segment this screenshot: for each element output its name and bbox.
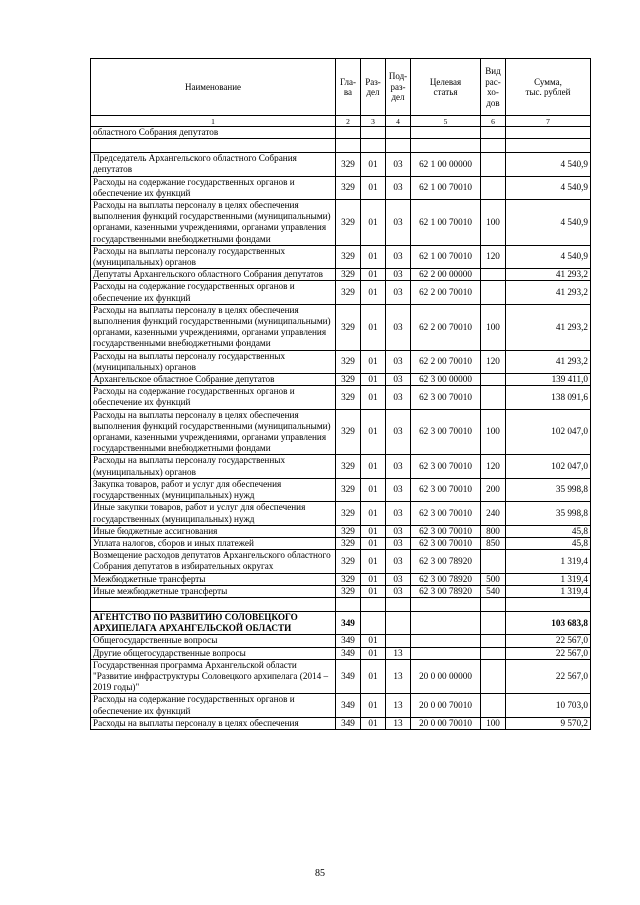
- cell-podrazdel: 03: [386, 525, 411, 537]
- cell-glava: 329: [336, 585, 361, 597]
- cell-summa: 41 293,2: [506, 350, 591, 373]
- cell-vid: [481, 635, 506, 647]
- table-row: [91, 176, 591, 199]
- cell-vid: [481, 659, 506, 694]
- cell-name: Расходы на выплаты персоналу в целях обеспечения выполнения функций государственными (муниципальными) органами, казенными учреждениями, органами управления государственными внебюджетными фондами: [91, 409, 336, 455]
- budget-table: [90, 58, 591, 730]
- cell-glava: 329: [336, 153, 361, 176]
- cell-glava: [336, 597, 361, 611]
- cell-vid: 100: [481, 409, 506, 455]
- cell-summa: 4 540,9: [506, 245, 591, 268]
- cell-podrazdel: [386, 139, 411, 153]
- cell-vid: [481, 153, 506, 176]
- cell-summa: 45,8: [506, 537, 591, 549]
- header-name: Наименование: [91, 59, 336, 116]
- cell-glava: 349: [336, 647, 361, 659]
- cell-podrazdel: 03: [386, 281, 411, 304]
- cell-name: Архангельское областное Собрание депутатов: [91, 374, 336, 386]
- table-row: [91, 647, 591, 659]
- cell-podrazdel: 03: [386, 153, 411, 176]
- cell-name: Расходы на выплаты персоналу государственных (муниципальных) органов: [91, 245, 336, 268]
- column-number: 3: [361, 116, 386, 127]
- cell-razdel: 01: [361, 647, 386, 659]
- cell-summa: 102 047,0: [506, 455, 591, 478]
- cell-name: Расходы на содержание государственных органов и обеспечение их функций: [91, 694, 336, 717]
- cell-glava: 329: [336, 573, 361, 585]
- cell-podrazdel: [386, 597, 411, 611]
- table-row: [91, 455, 591, 478]
- column-number-row: [91, 116, 591, 127]
- table-row: [91, 269, 591, 281]
- cell-vid: 120: [481, 350, 506, 373]
- cell-podrazdel: 03: [386, 573, 411, 585]
- cell-vid: 500: [481, 573, 506, 585]
- cell-vid: 100: [481, 717, 506, 729]
- column-number: 4: [386, 116, 411, 127]
- cell-vid: 800: [481, 525, 506, 537]
- cell-name: Расходы на выплаты персоналу в целях обеспечения выполнения функций государственными (муниципальными) органами, казенными учреждениями, органами управления государственными внебюджетными фондами: [91, 304, 336, 350]
- cell-statya: 62 2 00 00000: [411, 269, 481, 281]
- cell-name: Уплата налогов, сборов и иных платежей: [91, 537, 336, 549]
- table-body: [91, 127, 591, 730]
- cell-razdel: 01: [361, 153, 386, 176]
- cell-summa: 4 540,9: [506, 200, 591, 246]
- cell-podrazdel: 03: [386, 245, 411, 268]
- cell-name: Иные бюджетные ассигнования: [91, 525, 336, 537]
- cell-vid: [481, 647, 506, 659]
- header-glava: Гла- ва: [336, 59, 361, 116]
- cell-podrazdel: 13: [386, 717, 411, 729]
- cell-statya: 62 3 00 70010: [411, 525, 481, 537]
- column-number: 6: [481, 116, 506, 127]
- cell-vid: [481, 597, 506, 611]
- cell-podrazdel: 03: [386, 374, 411, 386]
- table-row: [91, 550, 591, 573]
- cell-summa: [506, 597, 591, 611]
- cell-glava: 329: [336, 176, 361, 199]
- table-row: [91, 478, 591, 501]
- cell-statya: [411, 139, 481, 153]
- table-row: [91, 304, 591, 350]
- cell-razdel: 01: [361, 350, 386, 373]
- cell-vid: 120: [481, 245, 506, 268]
- cell-summa: 22 567,0: [506, 659, 591, 694]
- cell-glava: [336, 139, 361, 153]
- cell-statya: 62 1 00 70010: [411, 200, 481, 246]
- cell-summa: 103 683,8: [506, 611, 591, 634]
- cell-summa: 138 091,6: [506, 386, 591, 409]
- cell-glava: 329: [336, 281, 361, 304]
- cell-razdel: 01: [361, 176, 386, 199]
- header-vid: Вид рас- хо- дов: [481, 59, 506, 116]
- cell-statya: [411, 647, 481, 659]
- cell-glava: 329: [336, 386, 361, 409]
- table-row: [91, 573, 591, 585]
- cell-vid: [481, 694, 506, 717]
- cell-razdel: 01: [361, 409, 386, 455]
- table-row: [91, 694, 591, 717]
- cell-podrazdel: 03: [386, 269, 411, 281]
- cell-summa: 1 319,4: [506, 585, 591, 597]
- cell-statya: 62 3 00 00000: [411, 374, 481, 386]
- cell-razdel: [361, 611, 386, 634]
- cell-statya: 62 2 00 70010: [411, 350, 481, 373]
- cell-podrazdel: 03: [386, 386, 411, 409]
- cell-statya: 62 3 00 70010: [411, 478, 481, 501]
- table-row: [91, 659, 591, 694]
- cell-vid: [481, 550, 506, 573]
- cell-name: Иные закупки товаров, работ и услуг для обеспечения государственных (муниципальных) нужд: [91, 502, 336, 525]
- cell-statya: 20 0 00 00000: [411, 659, 481, 694]
- cell-summa: [506, 127, 591, 139]
- cell-podrazdel: 13: [386, 659, 411, 694]
- cell-name: [91, 597, 336, 611]
- cell-glava: 329: [336, 350, 361, 373]
- cell-summa: 102 047,0: [506, 409, 591, 455]
- column-number: 1: [91, 116, 336, 127]
- cell-razdel: 01: [361, 455, 386, 478]
- table-row: [91, 717, 591, 729]
- cell-summa: [506, 139, 591, 153]
- cell-summa: 10 703,0: [506, 694, 591, 717]
- cell-razdel: 01: [361, 659, 386, 694]
- cell-glava: 349: [336, 717, 361, 729]
- cell-podrazdel: 03: [386, 478, 411, 501]
- table-row: [91, 200, 591, 246]
- cell-name: Расходы на выплаты персоналу в целях обеспечения выполнения функций государственными (муниципальными) органами, казенными учреждениями, органами управления государственными внебюджетными фондами: [91, 200, 336, 246]
- cell-glava: 329: [336, 304, 361, 350]
- table-row: [91, 585, 591, 597]
- cell-summa: 22 567,0: [506, 635, 591, 647]
- table-row: [91, 139, 591, 153]
- cell-podrazdel: [386, 127, 411, 139]
- cell-podrazdel: [386, 635, 411, 647]
- cell-podrazdel: 03: [386, 304, 411, 350]
- header-razdel: Раз- дел: [361, 59, 386, 116]
- cell-podrazdel: 03: [386, 455, 411, 478]
- cell-razdel: 01: [361, 717, 386, 729]
- cell-glava: 329: [336, 455, 361, 478]
- cell-statya: [411, 597, 481, 611]
- cell-podrazdel: 03: [386, 176, 411, 199]
- cell-name: Расходы на содержание государственных органов и обеспечение их функций: [91, 176, 336, 199]
- table-row: [91, 153, 591, 176]
- cell-name: Иные межбюджетные трансферты: [91, 585, 336, 597]
- cell-vid: [481, 269, 506, 281]
- cell-summa: 41 293,2: [506, 281, 591, 304]
- cell-razdel: [361, 597, 386, 611]
- table-row: [91, 537, 591, 549]
- cell-name: Возмещение расходов депутатов Архангельского областного Собрания депутатов в избирательных округах: [91, 550, 336, 573]
- cell-razdel: 01: [361, 635, 386, 647]
- cell-glava: 329: [336, 525, 361, 537]
- cell-podrazdel: 03: [386, 350, 411, 373]
- cell-podrazdel: 03: [386, 409, 411, 455]
- cell-podrazdel: 13: [386, 647, 411, 659]
- cell-name: Межбюджетные трансферты: [91, 573, 336, 585]
- cell-name: Расходы на выплаты персоналу государственных (муниципальных) органов: [91, 455, 336, 478]
- cell-name: Расходы на содержание государственных органов и обеспечение их функций: [91, 281, 336, 304]
- cell-vid: 540: [481, 585, 506, 597]
- column-number: 2: [336, 116, 361, 127]
- cell-statya: 62 2 00 70010: [411, 281, 481, 304]
- cell-glava: 349: [336, 694, 361, 717]
- cell-summa: 35 998,8: [506, 502, 591, 525]
- cell-razdel: 01: [361, 304, 386, 350]
- cell-name: Расходы на выплаты персоналу в целях обеспечения: [91, 717, 336, 729]
- cell-summa: 45,8: [506, 525, 591, 537]
- cell-glava: [336, 127, 361, 139]
- column-number: 5: [411, 116, 481, 127]
- cell-statya: 62 1 00 70010: [411, 176, 481, 199]
- cell-name: областного Собрания депутатов: [91, 127, 336, 139]
- cell-vid: 100: [481, 304, 506, 350]
- table-row: [91, 525, 591, 537]
- cell-summa: 1 319,4: [506, 550, 591, 573]
- cell-statya: 62 1 00 00000: [411, 153, 481, 176]
- cell-vid: 100: [481, 200, 506, 246]
- cell-razdel: 01: [361, 585, 386, 597]
- cell-summa: 9 570,2: [506, 717, 591, 729]
- cell-podrazdel: 03: [386, 585, 411, 597]
- cell-glava: 329: [336, 374, 361, 386]
- cell-podrazdel: 03: [386, 502, 411, 525]
- cell-podrazdel: 03: [386, 200, 411, 246]
- cell-razdel: 01: [361, 374, 386, 386]
- cell-glava: 349: [336, 659, 361, 694]
- cell-glava: 349: [336, 635, 361, 647]
- cell-glava: 329: [336, 478, 361, 501]
- table-row: [91, 386, 591, 409]
- cell-statya: 20 0 00 70010: [411, 694, 481, 717]
- header-summa: Сумма, тыс. рублей: [506, 59, 591, 116]
- cell-statya: 62 1 00 70010: [411, 245, 481, 268]
- cell-summa: 41 293,2: [506, 304, 591, 350]
- cell-glava: 329: [336, 245, 361, 268]
- cell-vid: [481, 127, 506, 139]
- cell-statya: 62 3 00 78920: [411, 573, 481, 585]
- cell-name: Закупка товаров, работ и услуг для обеспечения государственных (муниципальных) нужд: [91, 478, 336, 501]
- cell-glava: 329: [336, 409, 361, 455]
- header-podrazdel: Под- раз- дел: [386, 59, 411, 116]
- cell-name: Депутаты Архангельского областного Собрания депутатов: [91, 269, 336, 281]
- cell-razdel: 01: [361, 281, 386, 304]
- table-row: [91, 245, 591, 268]
- cell-razdel: 01: [361, 525, 386, 537]
- table-row: [91, 409, 591, 455]
- cell-glava: 329: [336, 537, 361, 549]
- cell-name: Общегосударственные вопросы: [91, 635, 336, 647]
- cell-razdel: 01: [361, 200, 386, 246]
- cell-name: Расходы на выплаты персоналу государственных (муниципальных) органов: [91, 350, 336, 373]
- cell-razdel: 01: [361, 478, 386, 501]
- cell-vid: [481, 176, 506, 199]
- cell-name: [91, 139, 336, 153]
- cell-statya: 62 2 00 70010: [411, 304, 481, 350]
- cell-summa: 22 567,0: [506, 647, 591, 659]
- cell-glava: 329: [336, 269, 361, 281]
- cell-glava: 329: [336, 200, 361, 246]
- cell-vid: 200: [481, 478, 506, 501]
- cell-vid: [481, 611, 506, 634]
- cell-razdel: [361, 127, 386, 139]
- cell-razdel: 01: [361, 245, 386, 268]
- cell-vid: [481, 374, 506, 386]
- cell-name: Председатель Архангельского областного Собрания депутатов: [91, 153, 336, 176]
- table-row: [91, 350, 591, 373]
- cell-statya: 62 3 00 70010: [411, 386, 481, 409]
- page-number: 85: [315, 868, 325, 879]
- table-row: [91, 597, 591, 611]
- cell-razdel: 01: [361, 502, 386, 525]
- table-row: [91, 635, 591, 647]
- cell-summa: 139 411,0: [506, 374, 591, 386]
- cell-statya: [411, 635, 481, 647]
- cell-vid: 120: [481, 455, 506, 478]
- cell-vid: [481, 281, 506, 304]
- cell-statya: 62 3 00 78920: [411, 585, 481, 597]
- cell-name: Государственная программа Архангельской области "Развитие инфраструктуры Соловецкого архипелага (2014 – 2019 годы)": [91, 659, 336, 694]
- cell-summa: 35 998,8: [506, 478, 591, 501]
- table-row: [91, 374, 591, 386]
- cell-podrazdel: [386, 611, 411, 634]
- cell-razdel: 01: [361, 386, 386, 409]
- cell-vid: [481, 386, 506, 409]
- cell-statya: [411, 127, 481, 139]
- table-row: [91, 127, 591, 139]
- cell-statya: 20 0 00 70010: [411, 717, 481, 729]
- cell-statya: 62 3 00 70010: [411, 409, 481, 455]
- cell-podrazdel: 13: [386, 694, 411, 717]
- cell-vid: 240: [481, 502, 506, 525]
- table-row: [91, 611, 591, 634]
- cell-summa: 1 319,4: [506, 573, 591, 585]
- cell-name: Расходы на содержание государственных органов и обеспечение их функций: [91, 386, 336, 409]
- cell-razdel: 01: [361, 269, 386, 281]
- column-number: 7: [506, 116, 591, 127]
- cell-razdel: 01: [361, 537, 386, 549]
- cell-name: Другие общегосударственные вопросы: [91, 647, 336, 659]
- cell-statya: 62 3 00 70010: [411, 502, 481, 525]
- cell-summa: 4 540,9: [506, 176, 591, 199]
- cell-razdel: 01: [361, 550, 386, 573]
- cell-name: АГЕНТСТВО ПО РАЗВИТИЮ СОЛОВЕЦКОГО АРХИПЕЛАГА АРХАНГЕЛЬСКОЙ ОБЛАСТИ: [91, 611, 336, 634]
- cell-podrazdel: 03: [386, 550, 411, 573]
- cell-statya: 62 3 00 70010: [411, 455, 481, 478]
- cell-vid: [481, 139, 506, 153]
- cell-summa: 4 540,9: [506, 153, 591, 176]
- cell-vid: 850: [481, 537, 506, 549]
- cell-glava: 349: [336, 611, 361, 634]
- cell-statya: 62 3 00 78920: [411, 550, 481, 573]
- cell-podrazdel: 03: [386, 537, 411, 549]
- table-row: [91, 502, 591, 525]
- cell-glava: 329: [336, 502, 361, 525]
- header-row: [91, 59, 591, 116]
- cell-razdel: 01: [361, 694, 386, 717]
- header-statya: Целевая статья: [411, 59, 481, 116]
- cell-statya: 62 3 00 70010: [411, 537, 481, 549]
- cell-razdel: [361, 139, 386, 153]
- cell-razdel: 01: [361, 573, 386, 585]
- cell-summa: 41 293,2: [506, 269, 591, 281]
- cell-statya: [411, 611, 481, 634]
- cell-glava: 329: [336, 550, 361, 573]
- table-row: [91, 281, 591, 304]
